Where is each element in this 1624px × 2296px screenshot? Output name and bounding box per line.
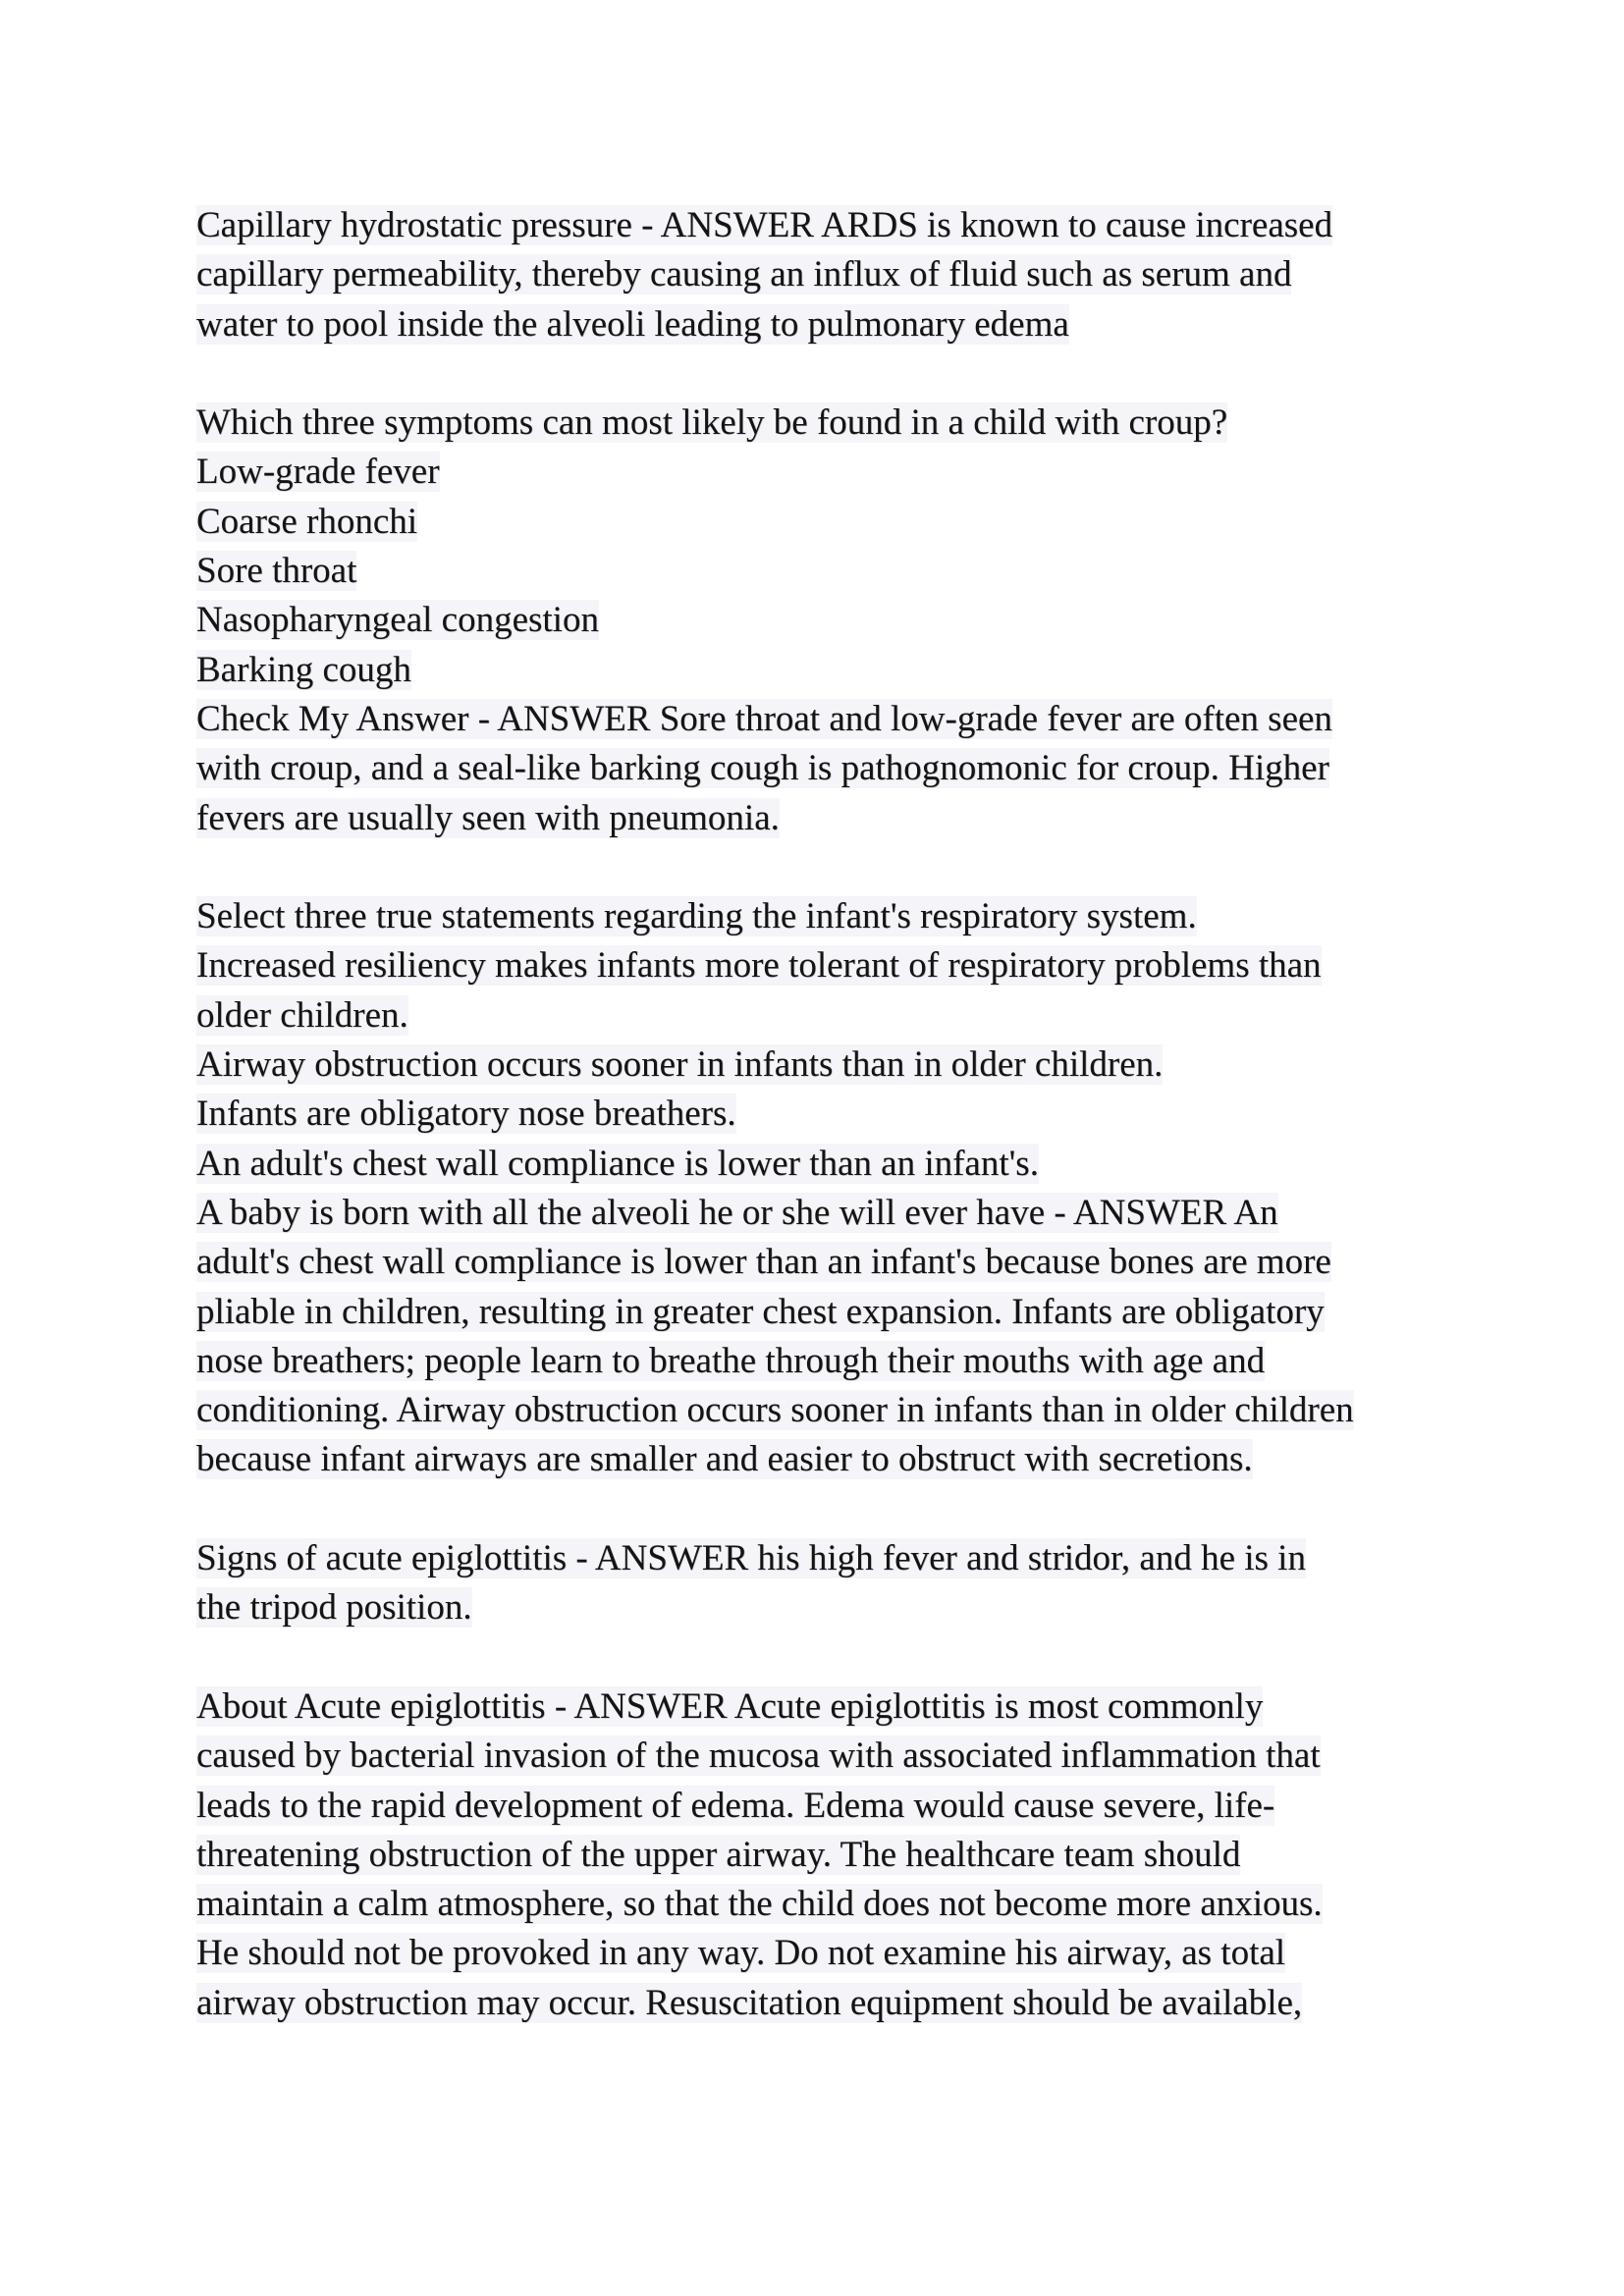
text-line: Signs of acute epiglottitis - ANSWER his high fever and stridor, and he is in bbox=[196, 1538, 1306, 1579]
qa-block-croup bbox=[196, 399, 1473, 843]
option-line: older children. bbox=[196, 994, 408, 1036]
text-line: maintain a calm atmosphere, so that the child does not become more anxious. bbox=[196, 1884, 1323, 1925]
text-line: capillary permeability, thereby causing an influx of fluid such as serum and bbox=[196, 254, 1292, 295]
qa-block-infant-respiratory bbox=[196, 892, 1473, 1485]
answer-line: pliable in children, resulting in greater chest expansion. Infants are obligatory bbox=[196, 1291, 1325, 1332]
answer-line: with croup, and a seal-like barking cough is pathognomonic for croup. Higher bbox=[196, 748, 1329, 789]
text-line: water to pool inside the alveoli leading to pulmonary edema bbox=[196, 303, 1069, 345]
text-line: leads to the rapid development of edema. Edema would cause severe, life- bbox=[196, 1785, 1275, 1826]
answer-line: nose breathers; people learn to breathe through their mouths with age and bbox=[196, 1340, 1266, 1381]
text-line: About Acute epiglottitis - ANSWER Acute epiglottitis is most commonly bbox=[196, 1685, 1264, 1727]
answer-line: Check My Answer - ANSWER Sore throat and low-grade fever are often seen bbox=[196, 698, 1332, 739]
answer-line: adult's chest wall compliance is lower than an infant's because bones are more bbox=[196, 1242, 1331, 1283]
question-line: Which three symptoms can most likely be found in a child with croup? bbox=[196, 402, 1228, 444]
qa-block-ards bbox=[196, 201, 1473, 349]
option-line: Low-grade fever bbox=[196, 452, 440, 493]
answer-line: A baby is born with all the alveoli he or she will ever have - ANSWER An bbox=[196, 1192, 1278, 1233]
answer-line: fevers are usually seen with pneumonia. bbox=[196, 797, 780, 838]
text-line: He should not be provoked in any way. Do not examine his airway, as total bbox=[196, 1933, 1286, 1974]
option-line: Sore throat bbox=[196, 551, 357, 592]
document-body bbox=[196, 201, 1473, 2077]
text-line: threatening obstruction of the upper airway. The healthcare team should bbox=[196, 1834, 1241, 1875]
option-line: Nasopharyngeal congestion bbox=[196, 600, 599, 641]
qa-block-epiglottitis-about bbox=[196, 1682, 1473, 2028]
option-line: An adult's chest wall compliance is lower than an infant's. bbox=[196, 1143, 1039, 1184]
text-line: Capillary hydrostatic pressure - ANSWER ARDS is known to cause increased bbox=[196, 205, 1333, 245]
qa-block-epiglottitis-signs bbox=[196, 1534, 1473, 1633]
option-line: Infants are obligatory nose breathers. bbox=[196, 1094, 736, 1135]
option-line: Airway obstruction occurs sooner in infants than in older children. bbox=[196, 1044, 1164, 1086]
text-line: caused by bacterial invasion of the mucosa with associated inflammation that bbox=[196, 1735, 1321, 1777]
answer-line: because infant airways are smaller and easier to obstruct with secretions. bbox=[196, 1439, 1253, 1480]
question-line: Select three true statements regarding the infant's respiratory system. bbox=[196, 896, 1197, 937]
text-line: the tripod position. bbox=[196, 1587, 472, 1629]
option-line: Barking cough bbox=[196, 649, 411, 690]
answer-line: conditioning. Airway obstruction occurs sooner in infants than in older children bbox=[196, 1390, 1354, 1431]
option-line: Coarse rhonchi bbox=[196, 501, 418, 542]
text-line: airway obstruction may occur. Resuscitation equipment should be available, bbox=[196, 1982, 1303, 2023]
option-line: Increased resiliency makes infants more tolerant of respiratory problems than bbox=[196, 945, 1322, 987]
